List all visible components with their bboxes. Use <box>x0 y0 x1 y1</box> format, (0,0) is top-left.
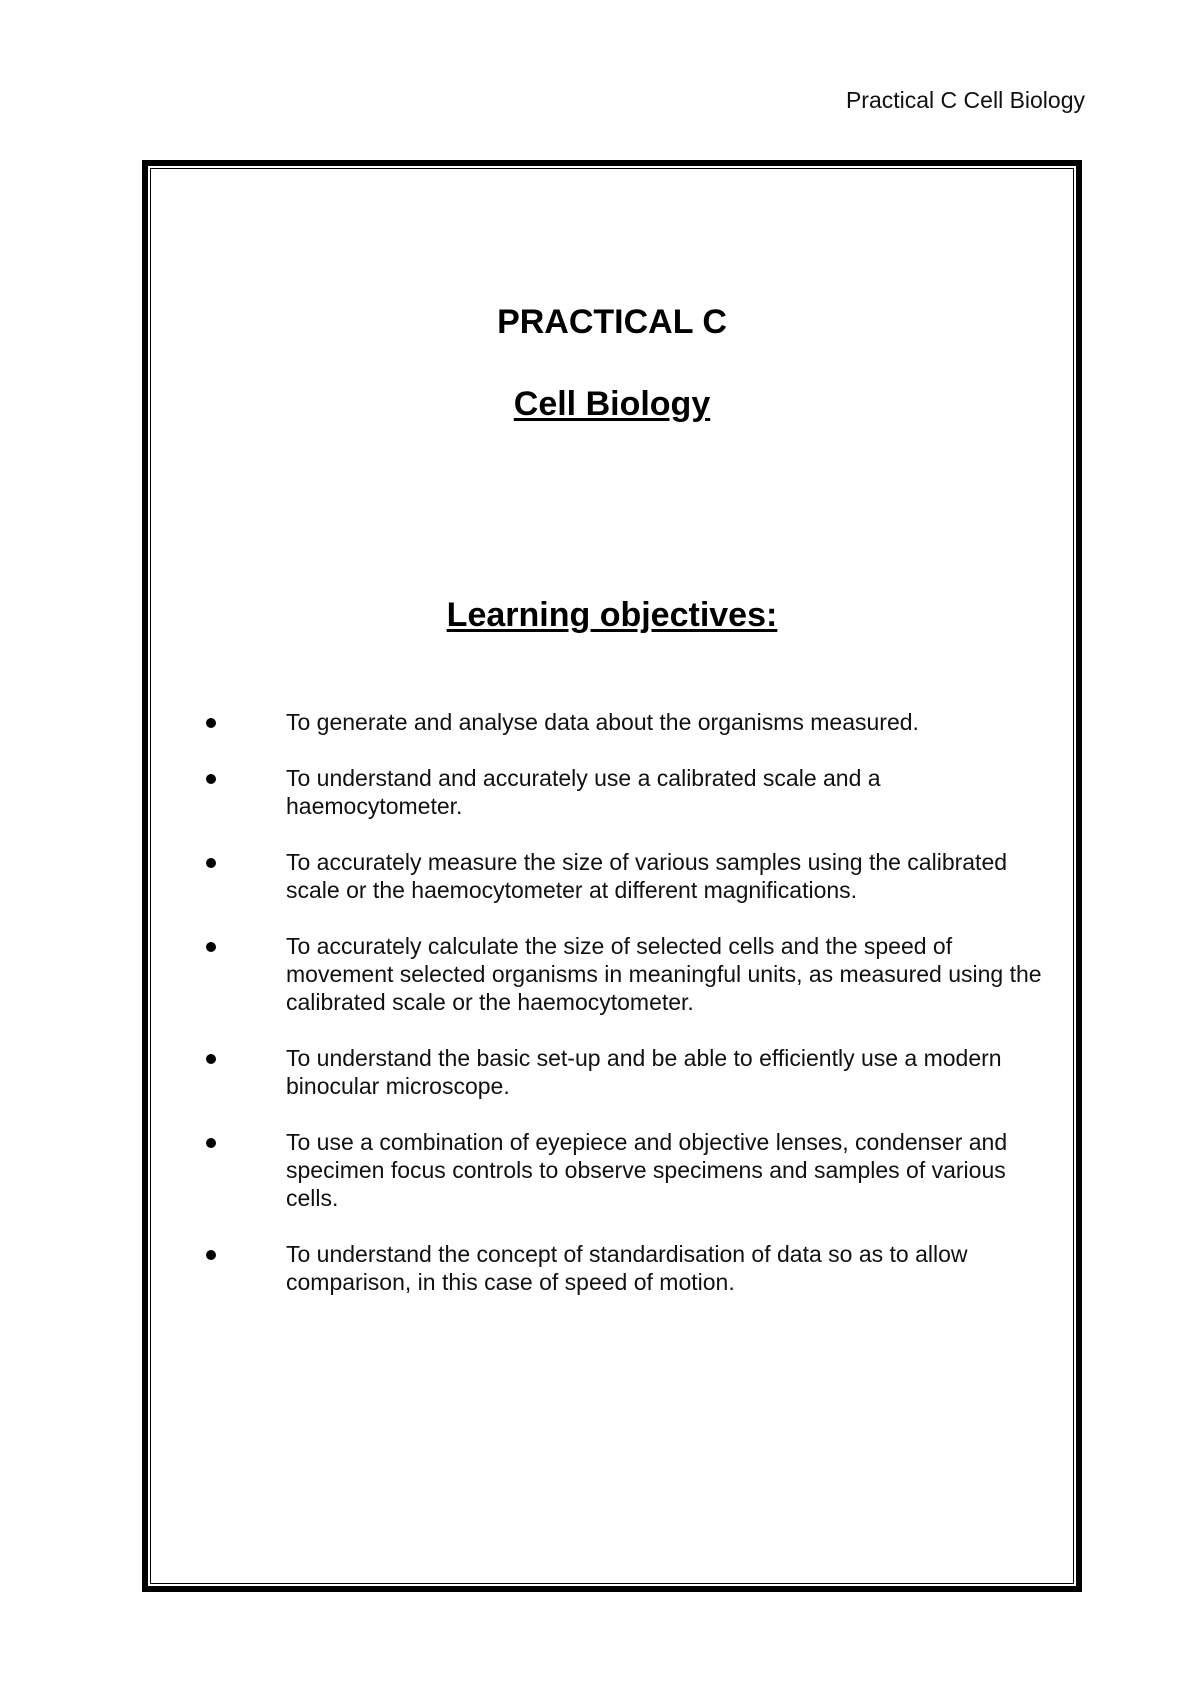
list-item <box>200 932 1050 1016</box>
bullet-icon <box>206 1054 216 1064</box>
list-item <box>200 1128 1050 1212</box>
bullet-icon <box>206 942 216 952</box>
running-header: Practical C Cell Biology <box>845 87 1085 113</box>
list-item <box>200 848 1050 904</box>
objective-text: To accurately calculate the size of selected cells and the speed of movement selected organisms in meaningful units, as measured using the calibrated scale or the haemocytometer. <box>286 933 1042 1015</box>
page-title: PRACTICAL C <box>497 303 727 341</box>
objective-text: To understand and accurately use a calibrated scale and a haemocytometer. <box>286 765 881 819</box>
objective-text: To accurately measure the size of various samples using the calibrated scale or the haemocytometer at different magnifications. <box>286 849 1008 903</box>
list-item <box>200 764 1050 820</box>
objective-text: To generate and analyse data about the organisms measured. <box>286 709 919 735</box>
objectives-list <box>200 708 1050 1324</box>
cover-frame <box>142 160 1082 1592</box>
bullet-icon <box>206 1138 216 1148</box>
objective-text: To understand the concept of standardisation of data so as to allow comparison, in this case of speed of motion. <box>286 1241 968 1295</box>
bullet-icon <box>206 858 216 868</box>
list-item <box>200 1044 1050 1100</box>
bullet-icon <box>206 1250 216 1260</box>
list-item <box>200 1240 1050 1296</box>
page-subtitle: Cell Biology <box>513 385 711 423</box>
objective-text: To use a combination of eyepiece and objective lenses, condenser and specimen focus controls to observe specimens and samples of various cells. <box>286 1129 1008 1211</box>
bullet-icon <box>206 774 216 784</box>
objective-text: To understand the basic set-up and be able to efficiently use a modern binocular microscope. <box>286 1045 1002 1099</box>
list-item <box>200 708 1050 736</box>
objectives-heading: Learning objectives: <box>446 596 778 634</box>
bullet-icon <box>206 718 216 728</box>
